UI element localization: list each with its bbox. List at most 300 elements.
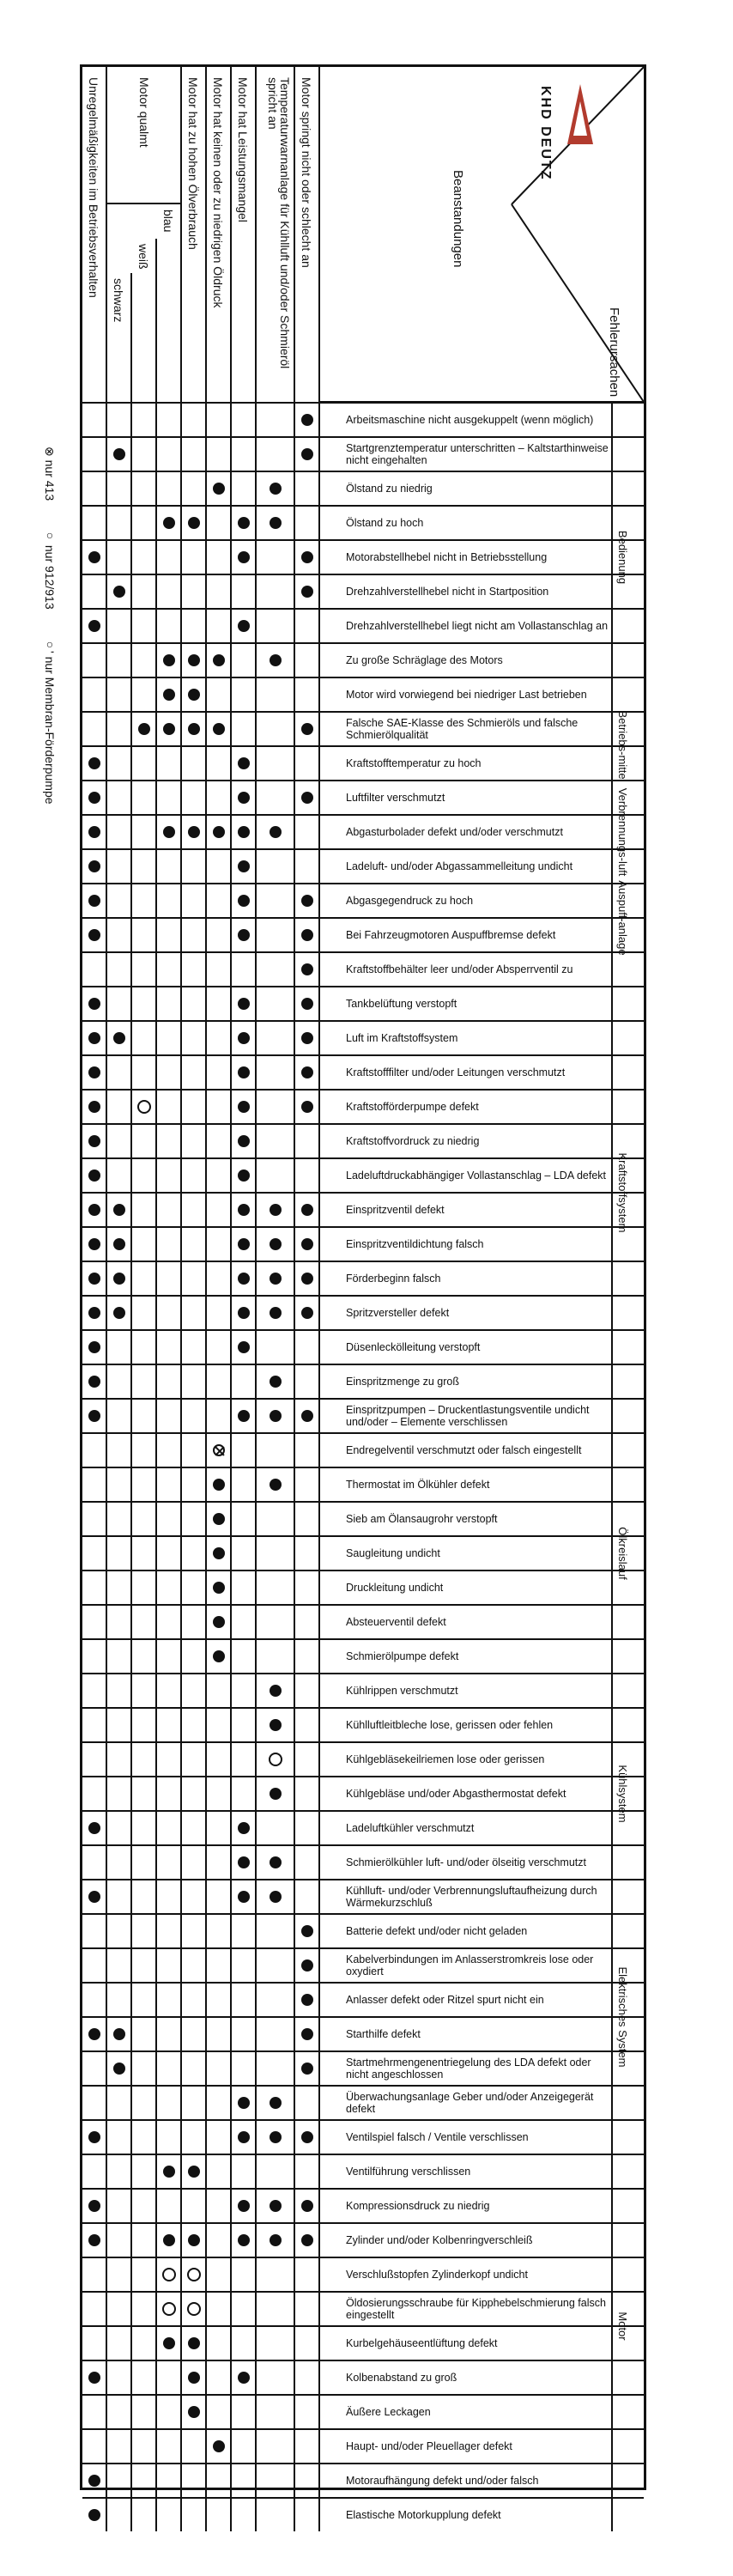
marker-cell [232,1949,257,1982]
filled-dot-icon [163,2337,175,2349]
marker-cell [82,438,107,471]
filled-dot-icon [163,517,175,529]
marker-cell [207,2396,232,2428]
marker-cell [232,1365,257,1398]
table-row [82,2085,644,2119]
marker-cell [107,919,132,951]
marker-cell [207,1228,232,1261]
fault-description: Luftfilter verschmutzt [334,781,613,814]
marker-cell [182,1434,207,1467]
marker-cell [82,2052,107,2085]
marker-cell [232,404,257,436]
marker-cell [132,1915,157,1947]
marker-cell [157,2293,182,2325]
filled-dot-icon [163,723,175,735]
marker-cell [182,438,207,471]
marker-cell [107,1125,132,1157]
filled-dot-icon [88,757,100,769]
marker-cell [82,472,107,505]
filled-dot-icon [113,1032,125,1044]
fault-description: Einspritzmenge zu groß [334,1365,613,1398]
marker-cell [257,1022,295,1054]
table-row [82,608,644,642]
marker-cell [182,953,207,986]
marker-cell [257,2224,295,2257]
marker-cell [132,2258,157,2291]
marker-cell [232,438,257,471]
table-row [82,1879,644,1913]
marker-cell [207,884,232,917]
marker-cell [157,472,182,505]
group-label-text: Kraftstoffsystem [616,1152,629,1233]
filled-dot-icon [238,1341,250,1353]
marker-cell [257,678,295,711]
fault-description: Luft im Kraftstoffsystem [334,1022,613,1054]
marker-cell [295,1880,320,1913]
marker-cell [207,2190,232,2222]
marker-cell [182,2052,207,2085]
marker-cell [132,1606,157,1638]
marker-cell [182,2430,207,2463]
marker-cell [82,1365,107,1398]
table-header [82,67,644,402]
marker-cell [157,1400,182,1432]
table-row [82,1913,644,1947]
marker-cell [207,2293,232,2325]
marker-cell [107,507,132,539]
marker-cell [182,1984,207,2016]
marker-cell [132,2224,157,2257]
table-row [82,642,644,677]
marker-cell [132,1812,157,1844]
marker-cell [132,2190,157,2222]
marker-cell [107,2052,132,2085]
filled-dot-icon [301,2234,313,2246]
marker-cell [295,1709,320,1741]
group-label [613,711,644,780]
fault-description: Anlasser defekt oder Ritzel spurt nicht ein [334,1984,613,2016]
marker-cell [232,1777,257,1810]
marker-cell [82,541,107,574]
marker-cell [132,1022,157,1054]
marker-cell [257,1365,295,1398]
marker-cell [232,1503,257,1535]
fault-description: Überwachungsanlage Geber und/oder Anzeigegerät defekt [334,2087,613,2119]
marker-cell [107,2121,132,2154]
marker-cell [207,1503,232,1535]
marker-cell [232,1056,257,1089]
marker-cell [107,2087,132,2119]
filled-dot-icon [270,1685,282,1697]
marker-cell [232,2464,257,2497]
marker-cell [257,2499,295,2531]
legend-x-circle: ⊗ nur 413 [43,447,57,501]
marker-cell [82,2155,107,2188]
filled-dot-icon [213,1479,225,1491]
marker-cell [295,1606,320,1638]
filled-dot-icon [238,1856,250,1868]
filled-dot-icon [301,2063,313,2075]
filled-dot-icon [113,2028,125,2040]
filled-dot-icon [301,929,313,941]
marker-cell [182,575,207,608]
marker-cell [182,1777,207,1810]
marker-cell [232,816,257,848]
marker-cell [207,610,232,642]
marker-cell [157,1091,182,1123]
marker-cell [257,644,295,677]
marker-cell [157,1434,182,1467]
marker-cell [295,816,320,848]
marker-cell [157,438,182,471]
marker-cell [232,472,257,505]
table-row [82,1707,644,1741]
marker-cell [257,1640,295,1673]
marker-cell [257,1571,295,1604]
table-row [82,1432,644,1467]
marker-cell [132,1159,157,1192]
filled-dot-icon [163,826,175,838]
marker-cell [182,507,207,539]
filled-dot-icon [113,1204,125,1216]
marker-cell [82,884,107,917]
table-row [82,402,644,436]
marker-cell [257,1846,295,1879]
filled-dot-icon [270,2234,282,2246]
marker-cell [207,1846,232,1879]
filled-dot-icon [88,1273,100,1285]
col-irregular: Unregelmäßigkeiten im Betriebsverhalten [82,67,107,402]
marker-cell [295,2190,320,2222]
fault-description: Kühlrippen verschmutzt [334,1674,613,1707]
marker-cell [207,1400,232,1432]
fault-description: Zylinder und/oder Kolbenringverschleiß [334,2224,613,2257]
marker-cell [232,541,257,574]
marker-cell [82,1468,107,1501]
marker-cell [232,2293,257,2325]
marker-cell [132,1880,157,1913]
marker-cell [232,678,257,711]
filled-dot-icon [88,998,100,1010]
filled-dot-icon [301,1204,313,1216]
filled-dot-icon [88,1238,100,1250]
marker-cell [232,1434,257,1467]
fault-description: Einspritzventil defekt [334,1194,613,1226]
marker-cell [257,987,295,1020]
marker-cell [132,1125,157,1157]
marker-cell [182,1400,207,1432]
table-row [82,1295,644,1329]
filled-dot-icon [188,826,200,838]
filled-dot-icon [238,757,250,769]
fault-description: Druckleitung undicht [334,1571,613,1604]
marker-cell [132,2361,157,2394]
marker-cell [232,2327,257,2360]
filled-dot-icon [88,2200,100,2212]
col-blau: blau [157,204,182,402]
marker-cell [295,1777,320,1810]
marker-cell [107,1297,132,1329]
marker-cell [132,747,157,780]
marker-cell [295,953,320,986]
marker-cell [157,2121,182,2154]
marker-cell [157,2396,182,2428]
marker-cell [132,987,157,1020]
marker-cell [82,1812,107,1844]
fault-description: Tankbelüftung verstopft [334,987,613,1020]
fault-description: Einspritzpumpen – Druckentlastungsventile undicht und/oder – Elemente verschlissen [334,1400,613,1432]
marker-cell [82,1674,107,1707]
marker-cell [132,1400,157,1432]
marker-cell [107,1434,132,1467]
fault-description: Ladeluftdruckabhängiger Vollastanschlag – LDA defekt [334,1159,613,1192]
table-row [82,2428,644,2463]
marker-cell [232,1331,257,1364]
filled-dot-icon [163,2166,175,2178]
table-row [82,1089,644,1123]
marker-cell [107,1503,132,1535]
filled-dot-icon [238,1170,250,1182]
marker-cell [107,2464,132,2497]
marker-cell [295,1331,320,1364]
fault-description: Öldosierungsschraube für Kipphebelschmierung falsch eingestellt [334,2293,613,2325]
marker-cell [157,1880,182,1913]
marker-cell [257,2293,295,2325]
fault-description: Kraftstofffilter und/oder Leitungen verschmutzt [334,1056,613,1089]
marker-cell [257,1880,295,1913]
marker-cell [232,1640,257,1673]
marker-cell [82,816,107,848]
table-row [82,2050,644,2085]
fault-description: Kraftstofftemperatur zu hoch [334,747,613,780]
marker-cell [232,610,257,642]
marker-cell [107,678,132,711]
fault-description: Schmierölpumpe defekt [334,1640,613,1673]
marker-cell [182,2361,207,2394]
marker-cell [157,2499,182,2531]
marker-cell [257,1503,295,1535]
filled-dot-icon [270,1719,282,1731]
marker-cell [107,1709,132,1741]
marker-cell [295,747,320,780]
table-row [82,1982,644,2016]
fault-description: Haupt- und/oder Pleuellager defekt [334,2430,613,2463]
marker-cell [82,1915,107,1947]
open-circle-icon [269,1753,282,1766]
fault-description: Ladeluft- und/oder Abgassammelleitung undicht [334,850,613,883]
marker-cell [107,1949,132,1982]
filled-dot-icon [113,1273,125,1285]
group-label-text: Betriebs-mittel [616,710,629,782]
fault-causes-label: Fehlerursachen [607,307,621,398]
marker-cell [295,1194,320,1226]
filled-dot-icon [188,2234,200,2246]
filled-dot-icon [188,2406,200,2418]
filled-dot-icon [301,1994,313,2006]
marker-cell [157,2155,182,2188]
marker-cell [207,1949,232,1982]
filled-dot-icon [270,1410,282,1422]
marker-cell [182,1365,207,1398]
marker-cell [157,1262,182,1295]
fault-description: Saugleitung undicht [334,1537,613,1570]
filled-dot-icon [238,792,250,804]
table-row [82,1226,644,1261]
marker-cell [132,472,157,505]
marker-cell [107,1194,132,1226]
marker-cell [107,884,132,917]
marker-cell [207,2327,232,2360]
table-row [82,471,644,505]
marker-cell [232,2396,257,2428]
open-circle-icon [137,1100,151,1114]
marker-cell [82,2224,107,2257]
filled-dot-icon [88,2028,100,2040]
marker-cell [107,1777,132,1810]
filled-dot-icon [238,1822,250,1834]
marker-cell [132,1709,157,1741]
marker-cell [295,781,320,814]
filled-dot-icon [88,1410,100,1422]
marker-cell [295,2258,320,2291]
marker-cell [107,1743,132,1776]
marker-cell [82,2396,107,2428]
marker-cell [207,747,232,780]
table-row [82,2394,644,2428]
table-row [82,2119,644,2154]
marker-cell [295,713,320,745]
marker-cell [82,1331,107,1364]
marker-cell [207,1537,232,1570]
marker-cell [257,747,295,780]
filled-dot-icon [88,2131,100,2143]
marker-cell [132,1743,157,1776]
marker-cell [257,541,295,574]
marker-cell [107,2018,132,2050]
marker-cell [257,1606,295,1638]
marker-cell [82,1022,107,1054]
marker-cell [82,507,107,539]
group-label-text: Motor [616,2312,629,2341]
filled-dot-icon [238,860,250,872]
filled-dot-icon [238,998,250,1010]
marker-cell [157,678,182,711]
marker-cell [107,2327,132,2360]
marker-cell [82,850,107,883]
filled-dot-icon [238,1032,250,1044]
marker-cell [107,2396,132,2428]
marker-cell [295,2327,320,2360]
filled-dot-icon [270,2131,282,2143]
open-circle-icon [187,2268,201,2281]
marker-cell [257,1434,295,1467]
filled-dot-icon [238,1273,250,1285]
fault-description: Einspritzventildichtung falsch [334,1228,613,1261]
marker-cell [182,1125,207,1157]
filled-dot-icon [301,1101,313,1113]
filled-dot-icon [113,2063,125,2075]
marker-cell [207,644,232,677]
marker-cell [295,1915,320,1947]
marker-cell [107,1915,132,1947]
marker-cell [157,2087,182,2119]
marker-cell [232,1400,257,1432]
marker-cell [295,1846,320,1879]
marker-cell [182,1846,207,1879]
marker-cell [257,575,295,608]
fault-description: Ventilführung verschlissen [334,2155,613,2188]
marker-cell [257,472,295,505]
marker-cell [257,850,295,883]
marker-cell [295,884,320,917]
marker-cell [107,850,132,883]
marker-cell [107,987,132,1020]
filled-dot-icon [163,2234,175,2246]
marker-cell [295,1468,320,1501]
marker-cell [157,1571,182,1604]
marker-cell [82,1709,107,1741]
filled-dot-icon [270,826,282,838]
marker-cell [132,1468,157,1501]
marker-cell [257,953,295,986]
filled-dot-icon [238,1101,250,1113]
fault-description: Elastische Motorkupplung defekt [334,2499,613,2531]
marker-cell [295,2121,320,2154]
marker-cell [182,472,207,505]
marker-cell [82,747,107,780]
marker-cell [132,1984,157,2016]
marker-cell [207,541,232,574]
marker-cell [232,781,257,814]
marker-cell [207,919,232,951]
filled-dot-icon [88,551,100,563]
table-row [82,883,644,917]
marker-cell [82,1571,107,1604]
filled-dot-icon [238,1307,250,1319]
marker-cell [107,1091,132,1123]
filled-dot-icon [213,1650,225,1662]
marker-cell [207,575,232,608]
marker-cell [257,507,295,539]
table-row [82,2325,644,2360]
marker-cell [182,1812,207,1844]
marker-cell [257,1228,295,1261]
table-row [82,436,644,471]
marker-cell [257,1777,295,1810]
group-label [613,780,644,883]
fault-description: Spritzversteller defekt [334,1297,613,1329]
marker-cell [107,2293,132,2325]
marker-cell [182,1056,207,1089]
fault-description: Thermostat im Ölkühler defekt [334,1468,613,1501]
fault-description: Kühlgebläsekeilriemen lose oder gerissen [334,1743,613,1776]
marker-cell [107,1056,132,1089]
marker-cell [295,919,320,951]
marker-cell [232,1709,257,1741]
marker-cell [182,1606,207,1638]
filled-dot-icon [88,620,100,632]
group-label-text: Elektrisches System [616,1966,629,2068]
marker-cell [82,1194,107,1226]
marker-cell [182,2224,207,2257]
filled-dot-icon [113,448,125,460]
marker-cell [182,2087,207,2119]
marker-cell [207,2258,232,2291]
marker-cell [82,1880,107,1913]
marker-cell [232,2087,257,2119]
marker-cell [232,2430,257,2463]
legend-circle-prime: ○' nur Membran-Förderpumpe [43,636,57,805]
